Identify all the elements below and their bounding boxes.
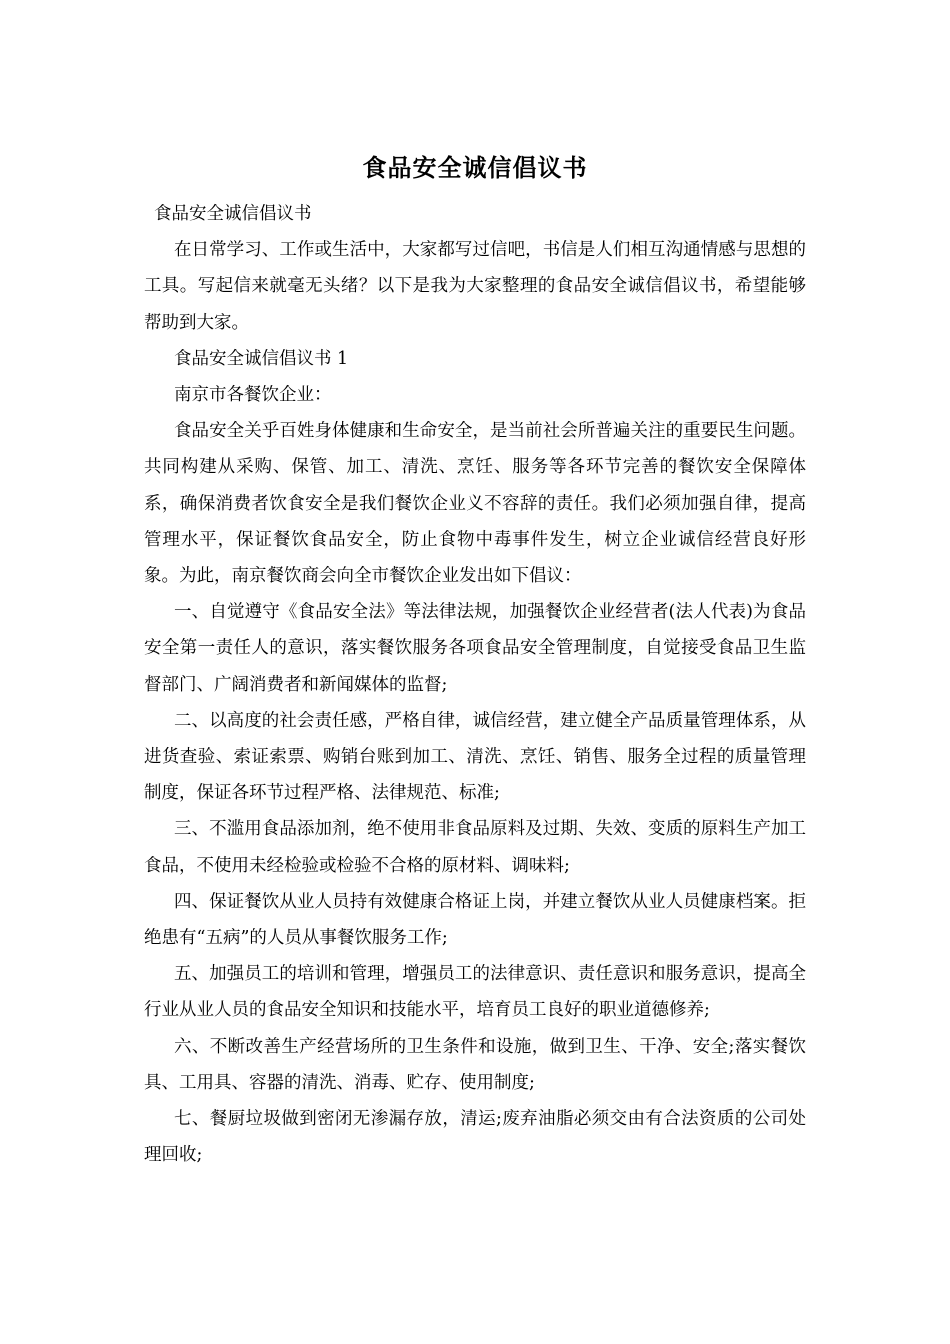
proposal-item-6: 六、不断改善生产经营场所的卫生条件和设施，做到卫生、干净、安全;落实餐饮具、工用具、容器的清洗、消毒、贮存、使用制度; <box>144 1036 806 1093</box>
document-subtitle: 食品安全诚信倡议书 <box>154 204 312 224</box>
proposal-item-7: 七、餐厨垃圾做到密闭无渗漏存放，清运;废弃油脂必须交由有合法资质的公司处理回收; <box>144 1109 806 1166</box>
intro-paragraph: 在日常学习、工作或生活中，大家都写过信吧，书信是人们相互沟通情感与思想的工具。写起信来就毫无头绪？以下是我为大家整理的食品安全诚信倡议书，希望能够帮助到大家。 <box>144 240 806 333</box>
proposal-item-1: 一、自觉遵守《食品安全法》等法律法规，加强餐饮企业经营者(法人代表)为食品安全第一责任人的意识，落实餐饮服务各项食品安全管理制度，自觉接受食品卫生监督部门、广阔消费者和新闻媒体的监督; <box>144 602 806 695</box>
document-body <box>144 196 806 1173</box>
proposal-item-4: 四、保证餐饮从业人员持有效健康合格证上岗，并建立餐饮从业人员健康档案。拒绝患有“五病”的人员从事餐饮服务工作; <box>144 891 806 949</box>
body-paragraph: 食品安全关乎百姓身体健康和生命安全，是当前社会所普遍关注的重要民生问题。共同构建从采购、保管、加工、清洗、烹饪、服务等各环节完善的餐饮安全保障体系，确保消费者饮食安全是我们餐饮企业义不容辞的责任。我们必须加强自律，提高管理水平，保证餐饮食品安全，防止食物中毒事件发生，树立企业诚信经营良好形象。为此，南京餐饮商会向全市餐饮企业发出如下倡议： <box>144 421 806 587</box>
salutation: 南京市各餐饮企业： <box>174 385 332 406</box>
proposal-item-3: 三、不滥用食品添加剂，绝不使用非食品原料及过期、失效、变质的原料生产加工食品，不使用未经检验或检验不合格的原材料、调味料; <box>144 819 806 876</box>
proposal-item-2: 二、以高度的社会责任感，严格自律，诚信经营，建立健全产品质量管理体系，从进货查验、索证索票、购销台账到加工、清洗、烹饪、销售、服务全过程的质量管理制度，保证各环节过程严格、法律规范、标准; <box>144 710 806 804</box>
proposal-item-5: 五、加强员工的培训和管理，增强员工的法律意识、责任意识和服务意识，提高全行业从业人员的食品安全知识和技能水平，培育员工良好的职业道德修养; <box>144 964 806 1021</box>
document-title: 食品安全诚信倡议书 <box>362 154 588 182</box>
section-heading: 食品安全诚信倡议书 1 <box>174 348 349 369</box>
